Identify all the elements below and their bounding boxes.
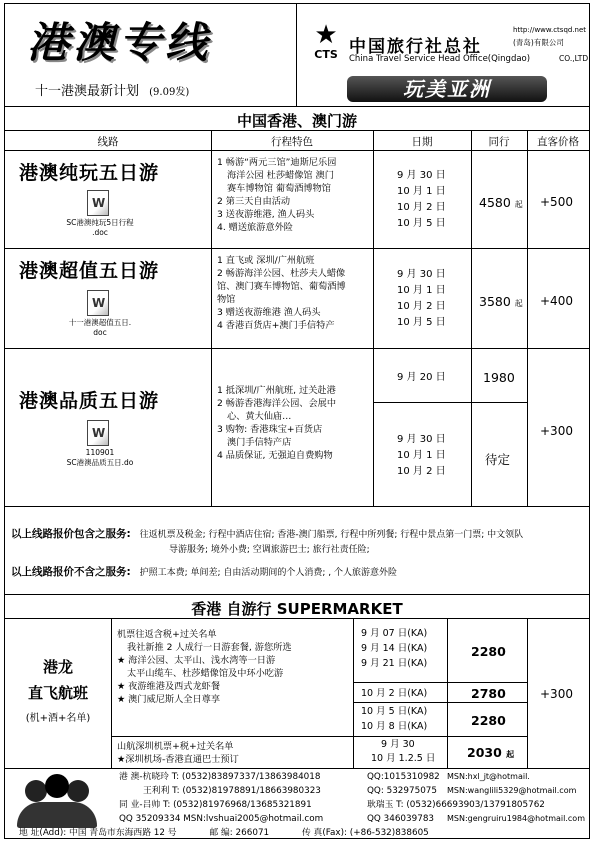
price-value: 3580 <box>479 294 511 309</box>
date-item: 10 月 1.2.5 日 <box>371 753 436 764</box>
feature-line: 3 购物: 香港珠宝+百货店 <box>217 424 323 435</box>
date-item: 9 月 30 日 <box>397 434 446 445</box>
plan-line <box>35 80 189 99</box>
contact-block <box>447 770 585 826</box>
divider <box>5 150 589 151</box>
doc-label: SC港澳品质五日.do <box>66 458 134 467</box>
route-name: 港澳纯玩五日游 <box>19 162 160 184</box>
feature-line: 太平山缆车、杜莎蜡像馆及中环小吃游 <box>127 668 284 679</box>
grid-line <box>471 130 472 506</box>
peer-price <box>479 294 523 309</box>
grid-line <box>111 618 112 768</box>
package2-features <box>117 740 239 766</box>
route-dates <box>397 370 446 386</box>
date-item: 10 月 2 日 <box>397 466 446 477</box>
feature-line: 4 香港百货店+澳门手信特产 <box>217 320 335 331</box>
contact-empty <box>447 798 585 812</box>
company-ltd: CO.,LTD <box>559 54 589 63</box>
contact-line: 港 澳-杭晓玲 T: (0532)83897337/13863984018 <box>119 772 321 782</box>
feature-line: 我社新推 2 人成行一日游套餐, 游您所选 <box>127 642 292 653</box>
header-left <box>5 4 297 106</box>
doc-label: doc <box>93 328 107 337</box>
doc-attachment[interactable] <box>35 218 165 238</box>
word-doc-icon[interactable] <box>87 190 109 216</box>
word-doc-icon[interactable] <box>87 290 109 316</box>
divider <box>353 682 527 683</box>
contact-line: 耿瑞玉 T: (0532)66693903/13791805762 <box>367 800 545 810</box>
col-header-direct: 直客价格 <box>537 136 579 148</box>
divider <box>5 506 589 507</box>
grid-line <box>527 130 528 506</box>
date-item: 9 月 07 日(KA) <box>361 628 428 639</box>
doc-label: 十一港澳超值五日. <box>68 318 132 327</box>
contact-block <box>119 770 323 826</box>
section2-title: 香港 自游行 SUPERMARKET <box>191 600 403 618</box>
date-item: 10 月 2 日 <box>397 202 446 213</box>
route-dates <box>397 168 446 232</box>
fax: 传 真(Fax): (+86-532)838605 <box>301 828 429 838</box>
cts-logo <box>305 22 347 61</box>
contact-qq: QQ 346039783 <box>367 814 435 824</box>
package-dates <box>361 704 427 734</box>
feature-line: 2 畅游海洋公园、杜莎夫人蜡像 <box>217 268 346 279</box>
direct-price: +500 <box>540 195 573 209</box>
airline-package: (机+酒+名单) <box>25 713 91 724</box>
contact-msn[interactable]: MSN:wanglili5329@hotmail.com <box>447 786 577 795</box>
address: 地 址(Add): 中国 青岛市东海西路 12 号 <box>19 828 177 838</box>
feature-line: 机票往返含税+过关名单 <box>117 629 217 640</box>
contact-qq: QQ:1015310982 <box>367 772 440 782</box>
route-features <box>217 156 372 234</box>
date-item: 9 月 21 日(KA) <box>361 658 428 669</box>
feature-line: 3 送夜游维港, 渔人码头 <box>217 209 315 220</box>
price-value: 4580 <box>479 195 511 210</box>
feature-line: 1 直飞或 深圳/广州航班 <box>217 255 315 266</box>
route-features <box>217 384 372 462</box>
date-item: 10 月 1 日 <box>397 186 446 197</box>
feature-line: ★ 澳门威尼斯人全日尊享 <box>117 694 221 705</box>
divider <box>5 594 589 595</box>
company-branch: (青岛)有限公司 <box>513 38 564 47</box>
address-line <box>19 826 589 840</box>
company-name-en: China Travel Service Head Office(Qingdao) <box>349 54 531 64</box>
route-name: 港澳超值五日游 <box>19 260 160 282</box>
doc-label: .doc <box>92 228 108 237</box>
avatar <box>45 774 69 798</box>
peer-price: 2280 <box>471 713 506 728</box>
grid-line <box>447 618 448 768</box>
feature-line: ★深圳机场-香港直通巴士预订 <box>117 754 239 765</box>
divider <box>5 768 589 769</box>
date-item: 10 月 5 日(KA) <box>361 706 428 717</box>
excluded-services <box>11 564 585 581</box>
route-dates <box>397 267 446 331</box>
section1-title: 中国香港、澳门游 <box>236 112 357 130</box>
divider <box>5 106 589 107</box>
package-dates: 10 月 2 日(KA) <box>361 688 428 699</box>
grid-line <box>211 130 212 506</box>
feature-line: ★ 夜游维港及西式龙虾餐 <box>117 681 221 692</box>
plan-date: (9.09发) <box>149 87 190 98</box>
feature-line: 3 赠送夜游维港 渔人码头 <box>217 307 321 318</box>
divider <box>353 702 527 703</box>
price-unit: 起 <box>506 750 515 759</box>
date-item: 10 月 1 日 <box>397 285 446 296</box>
price-unit: 起 <box>514 200 523 209</box>
feature-line: 赛车博物馆 葡萄酒博物馆 <box>227 183 331 194</box>
staff-avatars <box>15 774 105 828</box>
cts-logo-text: CTS <box>314 48 338 61</box>
avatar <box>25 780 47 802</box>
word-doc-icon[interactable] <box>87 420 109 446</box>
contact-line: 王利利 T: (0532)81978891/18663980323 <box>143 786 321 796</box>
col-header-date: 日期 <box>411 136 433 148</box>
plan-title: 十一港澳最新计划 <box>35 84 140 99</box>
price-unit: 起 <box>514 299 523 308</box>
divider <box>5 618 589 619</box>
route-features <box>217 254 372 332</box>
doc-label: SC港澳纯玩5日行程 <box>66 218 134 227</box>
date-item: 9 月 30 <box>381 739 415 750</box>
feature-line: 馆、澳门赛车博物馆、葡萄酒博 <box>217 281 346 292</box>
date-item: 10 月 8 日(KA) <box>361 721 428 732</box>
feature-line: 1 抵深圳/广州航班, 过关赴港 <box>217 385 336 396</box>
included-text: 往返机票及税金; 行程中酒店住宿; 香港-澳门船票, 行程中所列餐; 行程中景点第一门票; 中文领队 <box>139 530 524 540</box>
included-label: 以上线路报价包含之服务: <box>11 528 131 540</box>
date-item: 10 月 1 日 <box>397 450 446 461</box>
included-services-cont: 导游服务; 境外小费; 空调旅游巴士; 旅行社责任险; <box>169 545 370 555</box>
divider <box>5 348 589 349</box>
feature-line: 4 品质保证, 无强迫自费购物 <box>217 450 333 461</box>
package2-dates <box>371 738 435 766</box>
col-header-route: 线路 <box>97 136 119 148</box>
company-url: http://www.ctsqd.net <box>513 26 587 34</box>
divider <box>5 248 589 249</box>
excluded-label: 以上线路报价不含之服务: <box>11 566 131 578</box>
route-dates <box>397 432 446 480</box>
included-services <box>11 526 585 543</box>
feature-line: 1 畅游“两元三馆”迪斯尼乐园 <box>217 157 337 168</box>
peer-price <box>467 745 514 760</box>
date-item: 9 月 20 日 <box>397 372 446 383</box>
grid-line <box>373 130 374 506</box>
route-name: 港澳品质五日游 <box>19 390 160 412</box>
doc-label: 110901 <box>85 448 115 457</box>
divider <box>373 402 527 403</box>
doc-attachment[interactable] <box>35 448 165 468</box>
contact-msn[interactable]: MSN:hxl_jt@hotmail. <box>447 772 530 781</box>
direct-price: +300 <box>540 424 573 438</box>
feature-line: 山航深圳机票+税+过关名单 <box>117 741 234 752</box>
slogan-banner: 玩美亚洲 <box>347 76 547 102</box>
header-right <box>297 4 589 106</box>
contact-msn[interactable]: MSN:gengruiru1984@hotmail.com <box>447 814 585 823</box>
feature-line: 2 第三天自由活动 <box>217 196 291 207</box>
date-item: 10 月 5 日 <box>397 317 446 328</box>
divider <box>5 130 589 131</box>
date-item: 9 月 30 日 <box>397 269 446 280</box>
feature-line: 4. 赠送旅游意外险 <box>217 222 293 233</box>
grid-line <box>527 618 528 768</box>
feature-line: 物馆 <box>217 294 236 305</box>
company-name-cn: 中国旅行社总社 <box>349 37 482 57</box>
package-features <box>117 628 353 706</box>
date-item: 10 月 5 日 <box>397 218 446 229</box>
divider <box>111 736 527 737</box>
peer-price <box>479 195 523 210</box>
feature-line: 心、黄大仙庙… <box>227 411 292 422</box>
feature-line: 澳门手信特产店 <box>227 437 292 448</box>
contact-qq: QQ: 532975075 <box>367 786 437 796</box>
flyer-page <box>4 3 590 839</box>
avatar <box>17 802 97 828</box>
airline-subtitle: 直飞航班 <box>27 684 88 702</box>
price-value: 2030 <box>467 745 502 760</box>
peer-price: 2280 <box>471 644 506 659</box>
date-item: 10 月 2 日 <box>397 301 446 312</box>
date-item: 9 月 14 日(KA) <box>361 643 428 654</box>
package-dates <box>361 626 427 671</box>
feature-line: ★ 海洋公园、太平山、浅水湾等一日游 <box>117 655 276 666</box>
airline-name: 港龙 <box>42 658 73 676</box>
postal-code: 邮 编: 266071 <box>209 828 270 838</box>
star-icon: ★ <box>314 20 338 50</box>
peer-price: 待定 <box>485 452 511 467</box>
avatar <box>67 780 89 802</box>
col-header-peer: 同行 <box>488 136 510 148</box>
feature-line: 海洋公园 杜莎蜡像馆 澳门 <box>227 170 334 181</box>
date-item: 9 月 30 日 <box>397 170 446 181</box>
direct-price: +400 <box>540 294 573 308</box>
grid-line <box>353 618 354 768</box>
contact-line: QQ 35209334 MSN:lvshuai2005@hotmail.com <box>119 814 324 824</box>
brand-title: 港澳专线 <box>27 18 212 67</box>
excluded-text: 护照工本费; 单间差; 自由活动期间的个人消费; , 个人旅游意外险 <box>139 568 397 578</box>
peer-price: 2780 <box>471 686 506 701</box>
peer-price: 1980 <box>483 370 515 385</box>
contact-line: 同 业-吕帅 T: (0532)81976968/13685321891 <box>119 800 312 810</box>
col-header-features: 行程特色 <box>271 136 313 148</box>
doc-attachment[interactable] <box>35 318 165 338</box>
direct-price: +300 <box>540 687 573 701</box>
feature-line: 2 畅游香港海洋公园、会展中 <box>217 398 337 409</box>
airline-block <box>5 654 111 732</box>
